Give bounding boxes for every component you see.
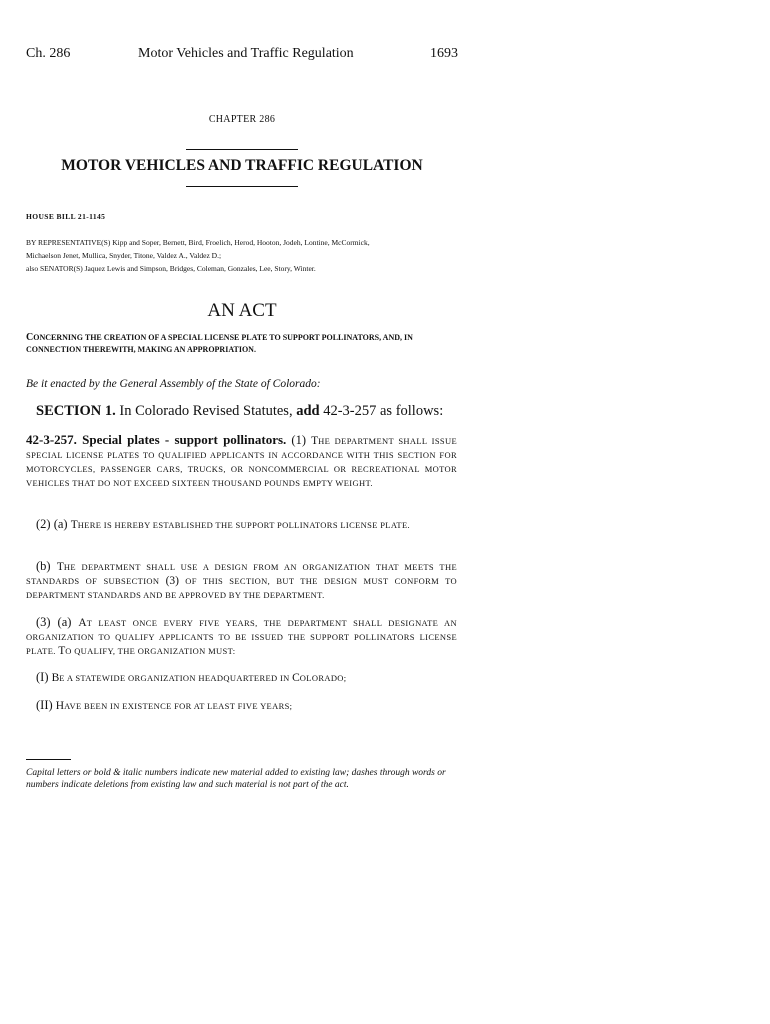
title-bottom-rule [186, 186, 298, 187]
statute-paragraph-II [26, 698, 457, 713]
section-label: SECTION 1. [36, 403, 116, 419]
footnote: Capital letters or bold & italic numbers indicate new material added to existing law; dashes through words or numbers indicate deletions from existing law and such material is not part of the act. [26, 768, 446, 790]
concerning-clause [26, 332, 460, 356]
small-cap-initial: C [292, 672, 300, 684]
header-running-title: Motor Vehicles and Traffic Regulation [138, 46, 354, 61]
small-cap-initial: T [56, 561, 64, 573]
chapter-label: CHAPTER 286 [208, 114, 276, 125]
sponsors-line: Michaelson Jenet, Mullica, Snyder, Titone, Valdez A., Valdez D.; [26, 251, 222, 260]
header-chapter: Ch. 286 [26, 46, 71, 61]
paragraph-text: HE DEPARTMENT SHALL USE A DESIGN FROM AN ORGANIZATION THAT MEETS THE STANDARDS OF SUBSECTION [26, 562, 457, 586]
statute-paragraph-2a [26, 517, 457, 532]
section-text: 42-3-257 as follows: [319, 403, 444, 419]
sponsors-line: BY REPRESENTATIVE(S) Kipp and Soper, Bernett, Bird, Froelich, Herod, Hooton, Jodeh, Lontine, McCormick, [26, 238, 370, 247]
subsection-number: (II) [36, 698, 56, 712]
an-act-heading: AN ACT [207, 300, 277, 321]
concerning-text: ONCERNING THE CREATION OF A SPECIAL LICENSE PLATE TO SUPPORT POLLINATORS, AND, IN CONNECTION THEREWITH, MAKING AN APPROPRIATION. [26, 333, 413, 354]
small-cap-initial: T [58, 645, 66, 657]
small-cap-initial: T [70, 519, 78, 531]
paragraph-text: O QUALIFY, THE ORGANIZATION MUST: [65, 646, 236, 656]
small-cap-initial: A [78, 617, 87, 629]
title-top-rule [186, 149, 298, 150]
statute-heading: 42-3-257. Special plates - support pollinators. [26, 432, 287, 447]
paragraph-text: HERE IS HEREBY ESTABLISHED THE SUPPORT POLLINATORS LICENSE PLATE. [77, 520, 410, 530]
subsection-number: (1) [286, 433, 312, 447]
page-title: MOTOR VEHICLES AND TRAFFIC REGULATION [61, 157, 423, 174]
subsection-number: (I) [36, 670, 52, 684]
paragraph-text: E A STATEWIDE ORGANIZATION HEADQUARTERED IN [59, 673, 293, 683]
paragraph-text: T LEAST ONCE EVERY FIVE YEARS, THE DEPARTMENT SHALL DESIGNATE AN ORGANIZATION TO QUALIFY APPLICANTS TO BE ISSUED THE SUPPORT POLLINATORS LICENSE PLATE. [26, 618, 458, 656]
footnote-rule [26, 759, 71, 760]
statute-paragraph-2b [26, 559, 457, 602]
statute-paragraph-3a [26, 615, 457, 658]
paragraph-text: AVE BEEN IN EXISTENCE FOR AT LEAST FIVE YEARS; [64, 701, 293, 711]
statute-paragraph-I [26, 670, 457, 685]
header-page-number: 1693 [430, 46, 458, 61]
section-text: In Colorado Revised Statutes, [115, 403, 297, 419]
small-cap-initial: T [311, 435, 319, 447]
sponsors-line: also SENATOR(S) Jaquez Lewis and Simpson, Bridges, Coleman, Gonzales, Lee, Story, Winter. [26, 264, 316, 273]
subsection-reference: (3) [165, 575, 179, 587]
subsection-number: (b) [36, 559, 57, 573]
subsection-number: (2) (a) [36, 517, 71, 531]
paragraph-text: OLORADO; [299, 673, 347, 683]
paragraph-text: OF THIS SECTION, BUT THE DESIGN MUST CONFORM TO DEPARTMENT STANDARDS AND BE APPROVED BY THE DEPARTMENT. [26, 576, 457, 600]
sponsors-block [26, 236, 466, 275]
concerning-initial: C [26, 332, 34, 343]
section-1-heading [36, 403, 443, 420]
statute-paragraph-1 [26, 433, 457, 490]
small-cap-initial: B [51, 672, 60, 684]
bill-number: HOUSE BILL 21-1145 [26, 212, 106, 221]
section-add: add [296, 403, 320, 419]
enacting-clause: Be it enacted by the General Assembly of the State of Colorado: [26, 378, 321, 390]
subsection-number: (3) (a) [36, 615, 79, 629]
paragraph-text: HE DEPARTMENT SHALL ISSUE SPECIAL LICENSE PLATES TO QUALIFIED APPLICANTS IN ACCORDANCE WITH THIS SECTION FOR MOTORCYCLES, PASSENGER CARS, TRUCKS, OR NONCOMMERCIAL OR RECREATIONAL MOTOR VEHICLES THAT DO NOT EXCEED SIXTEEN THOUSAND POUNDS EMPTY WEIGHT. [26, 436, 458, 488]
small-cap-initial: H [55, 700, 65, 712]
